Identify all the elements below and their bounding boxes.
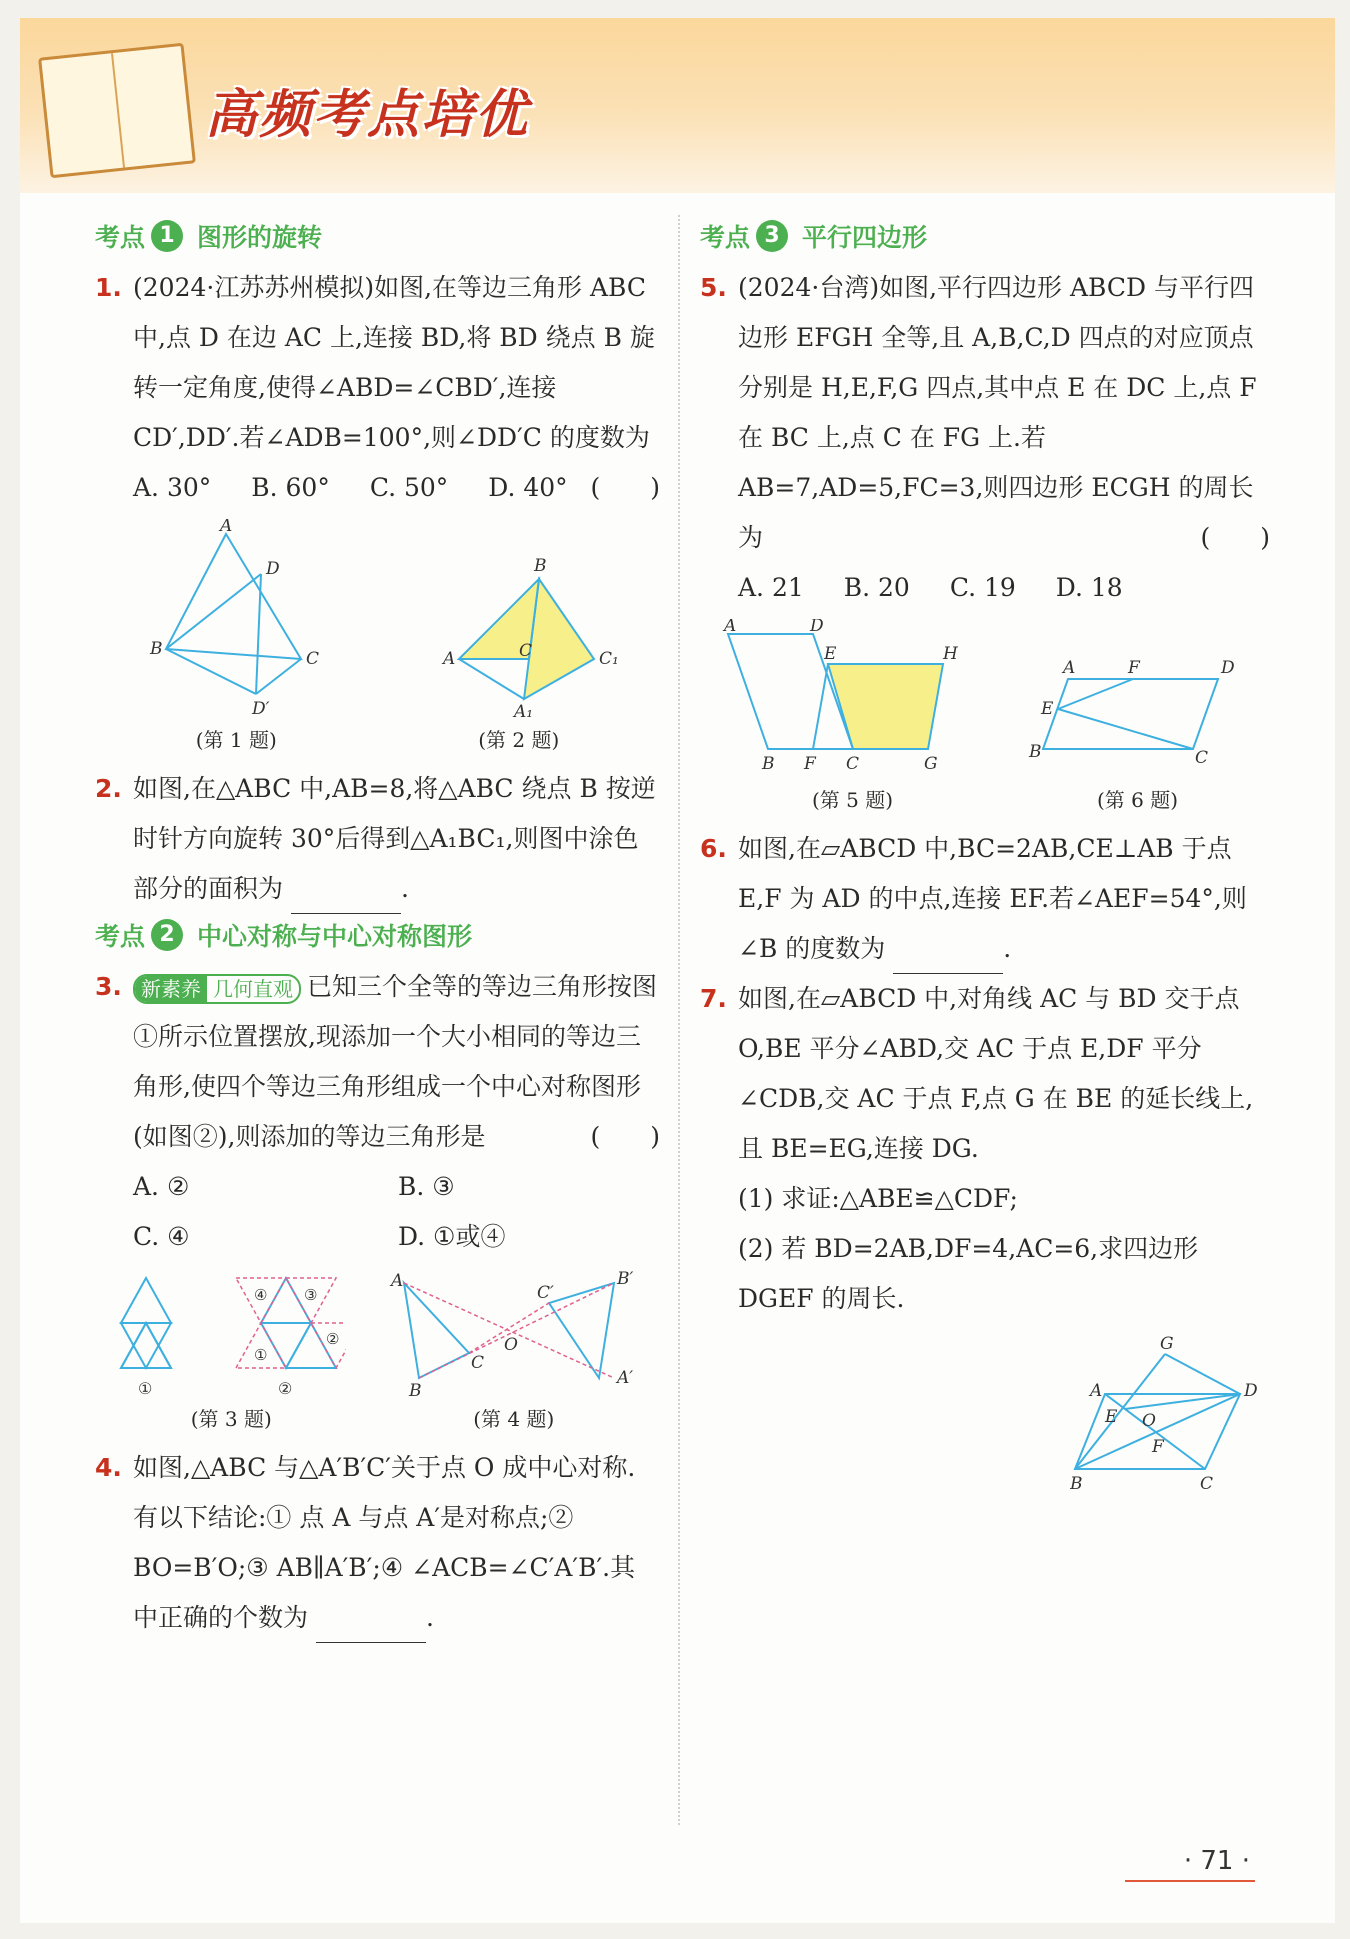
question-number: 4.	[95, 1453, 122, 1482]
page-number-underline	[1125, 1880, 1255, 1882]
question-text: 已知三个全等的等边三角形按图①所示位置摆放,现添加一个大小相同的等边三角形,使四个等边三角形组成一个中心对称图形(如图②),则添加的等边三角形是	[133, 972, 658, 1151]
figure-1	[136, 519, 336, 754]
figure-4-caption: (第 4 题)	[473, 1407, 555, 1431]
svg-text:D: D	[1220, 659, 1235, 678]
sub-question-2: (2) 若 BD=2AB,DF=4,AC=6,求四边形 DGEF 的周长.	[738, 1234, 1199, 1313]
svg-text:B: B	[150, 639, 163, 659]
svg-text:②: ②	[278, 1379, 293, 1398]
options-row	[133, 463, 590, 513]
option-b: B. ③	[398, 1172, 455, 1201]
question-text: (2024·江苏苏州模拟)如图,在等边三角形 ABC 中,点 D 在边 AC 上,连接 BD,将 BD 绕点 B 旋转一定角度,使得∠ABD=∠CBD′,连接 CD′,DD′.若∠ADB=100°,则∠DD′C 的度数为	[133, 273, 655, 452]
page-title: 高频考点培优	[205, 85, 530, 145]
column-divider	[678, 215, 680, 1825]
right-column	[700, 215, 1270, 1504]
question-1	[95, 263, 660, 513]
svg-text:C: C	[518, 641, 532, 661]
svg-text:D: D	[809, 619, 824, 636]
svg-text:C′: C′	[536, 1283, 554, 1303]
answer-blank[interactable]	[316, 1612, 426, 1643]
option-d: D. 40°	[488, 473, 568, 502]
question-5	[700, 263, 1270, 613]
svg-text:④: ④	[254, 1286, 268, 1304]
question-number: 5.	[700, 273, 727, 302]
answer-blank[interactable]	[893, 943, 1003, 974]
svg-text:D: D	[266, 559, 280, 579]
svg-text:A: A	[1090, 1381, 1103, 1401]
figure-1-caption: (第 1 题)	[195, 728, 277, 752]
svg-text:F: F	[1152, 1437, 1164, 1457]
options-row	[738, 563, 1270, 613]
figures-q1-q2	[95, 519, 660, 754]
question-text: 如图,在▱ABCD 中,BC=2AB,CE⊥AB 于点 E,F 为 AD 的中点,连接 EF.若∠AEF=54°,则∠B 的度数为	[738, 834, 1247, 963]
kaodian-number: 1	[151, 220, 183, 252]
option-c: C. ④	[133, 1222, 190, 1251]
svg-text:③: ③	[304, 1286, 318, 1304]
option-d: D. ①或④	[398, 1222, 506, 1251]
question-2: 2. 如图,在△ABC 中,AB=8,将△ABC 绕点 B 按逆时针方向旋转 30°后得到△A₁BC₁,则图中涂色部分的面积为 .	[95, 764, 660, 914]
option-c: C. 19	[949, 573, 1016, 602]
svg-text:E: E	[1040, 699, 1053, 719]
figure-3-diagram	[116, 1268, 346, 1398]
svg-text:A₁: A₁	[513, 702, 533, 719]
svg-text:H: H	[942, 644, 958, 664]
figure-1-diagram	[136, 519, 336, 719]
question-number: 7.	[700, 984, 727, 1013]
svg-text:E: E	[823, 644, 836, 664]
svg-text:C: C	[845, 754, 859, 774]
svg-text:E: E	[1105, 1407, 1118, 1427]
figure-5-caption: (第 5 题)	[811, 788, 894, 812]
page-number: · 71 ·	[1183, 1846, 1250, 1876]
option-c: C. 50°	[369, 473, 449, 502]
figures-q3-q4	[95, 1268, 660, 1433]
kaodian-label: 图形的旋转	[197, 223, 323, 252]
kaodian-number: 3	[756, 220, 788, 252]
figure-7-diagram	[1070, 1334, 1270, 1504]
figure-4-diagram	[389, 1268, 639, 1398]
question-number: 3.	[95, 972, 122, 1001]
kaodian-number: 2	[151, 919, 183, 951]
question-text: 如图,在△ABC 中,AB=8,将△ABC 绕点 B 按逆时针方向旋转 30°后得到△A₁BC₁,则图中涂色部分的面积为	[133, 774, 656, 903]
svg-text:D′: D′	[252, 699, 270, 719]
sub-question-1: (1) 求证:△ABE≌△CDF;	[738, 1184, 1018, 1213]
kaodian-label: 平行四边形	[802, 223, 928, 252]
question-text: (2024·台湾)如图,平行四边形 ABCD 与平行四边形 EFGH 全等,且 A,B,C,D 四点的对应顶点分别是 H,E,F,G 四点,其中点 E 在 DC 上,点 F 在 BC 上,点 C 在 FG 上.若 AB=7,AD=5,FC=3,则四边形 ECGH 的周长为	[738, 273, 1257, 552]
svg-text:G: G	[1160, 1334, 1174, 1354]
option-a: A. 21	[738, 573, 804, 602]
kaodian-2-heading: 考点 2 中心对称与中心对称图形	[95, 914, 660, 956]
svg-text:F: F	[1127, 659, 1140, 678]
kaodian-1-heading: 考点 1 图形的旋转	[95, 215, 660, 257]
svg-text:C: C	[470, 1353, 484, 1373]
option-a: A. ②	[133, 1172, 190, 1201]
svg-text:B′: B′	[616, 1269, 634, 1289]
svg-text:A: A	[723, 619, 736, 636]
figure-6-diagram	[1023, 659, 1253, 779]
notebook-decoration-icon	[38, 43, 196, 179]
kaodian-label: 中心对称与中心对称图形	[197, 922, 473, 951]
svg-text:A: A	[1062, 659, 1075, 678]
question-number: 6.	[700, 834, 727, 863]
figure-5	[718, 619, 988, 814]
svg-text:C₁: C₁	[598, 649, 619, 669]
svg-text:C: C	[306, 649, 320, 669]
question-6: 6. 如图,在▱ABCD 中,BC=2AB,CE⊥AB 于点 E,F 为 AD 的中点,连接 EF.若∠AEF=54°,则∠B 的度数为 .	[700, 824, 1270, 974]
svg-text:A: A	[390, 1271, 404, 1291]
svg-text:C: C	[1194, 748, 1208, 768]
figure-2	[419, 549, 619, 754]
svg-text:①: ①	[254, 1346, 268, 1364]
answer-parentheses: ( )	[590, 473, 660, 502]
svg-text:①: ①	[138, 1379, 153, 1398]
figure-2-diagram	[419, 549, 619, 719]
question-number: 1.	[95, 273, 122, 302]
options-grid	[133, 1162, 660, 1262]
svg-text:B: B	[1028, 742, 1041, 762]
question-4: 4. 如图,△ABC 与△A′B′C′关于点 O 成中心对称.有以下结论:① 点 A 与点 A′是对称点;② BO=B′O;③ AB∥A′B′;④ ∠ACB=∠C′A′B′.其中正确的个数为 .	[95, 1443, 660, 1643]
svg-text:②: ②	[326, 1330, 340, 1348]
svg-text:B: B	[408, 1381, 422, 1398]
question-7	[700, 974, 1270, 1324]
svg-text:G: G	[923, 754, 938, 774]
kaodian-3-heading: 考点 3 平行四边形	[700, 215, 1270, 257]
figure-2-caption: (第 2 题)	[478, 728, 560, 752]
svg-text:A: A	[442, 649, 456, 669]
question-text: 如图,△ABC 与△A′B′C′关于点 O 成中心对称.有以下结论:① 点 A 与点 A′是对称点;② BO=B′O;③ AB∥A′B′;④ ∠ACB=∠C′A′B′.其中正确的个数为	[133, 1453, 636, 1632]
svg-text:A: A	[220, 519, 233, 536]
svg-text:O: O	[1142, 1411, 1156, 1431]
svg-text:B: B	[533, 556, 547, 576]
option-d: D. 18	[1055, 573, 1123, 602]
figure-3	[116, 1268, 346, 1433]
answer-blank[interactable]	[291, 883, 401, 914]
figure-5-diagram	[718, 619, 988, 779]
question-text: 如图,在▱ABCD 中,对角线 AC 与 BD 交于点 O,BE 平分∠ABD,交 AC 于点 E,DF 平分∠CDB,交 AC 于点 F,点 G 在 BE 的延长线上,且 BE=EG,连接 DG.	[738, 984, 1254, 1163]
svg-text:C: C	[1200, 1474, 1214, 1494]
option-b: B. 20	[843, 573, 910, 602]
answer-parentheses: ( )	[1200, 523, 1270, 552]
figures-q5-q6	[700, 619, 1270, 814]
option-b: B. 60°	[251, 473, 330, 502]
svg-text:D: D	[1244, 1381, 1258, 1401]
question-number: 2.	[95, 774, 122, 803]
question-3	[95, 962, 660, 1262]
option-a: A. 30°	[133, 473, 212, 502]
figure-6-caption: (第 6 题)	[1096, 788, 1179, 812]
left-column	[95, 215, 660, 1643]
svg-text:O: O	[503, 1335, 518, 1355]
figure-7-wrap	[700, 1334, 1270, 1504]
svg-text:F: F	[803, 754, 816, 774]
figure-6	[1023, 659, 1253, 814]
answer-parentheses: ( )	[590, 1122, 660, 1151]
svg-text:A′: A′	[616, 1368, 633, 1388]
new-literacy-badge: 新素养 几何直观	[133, 974, 301, 1004]
svg-text:B: B	[1070, 1474, 1083, 1494]
figure-3-caption: (第 3 题)	[190, 1407, 272, 1431]
svg-text:B: B	[761, 754, 774, 774]
figure-4	[389, 1268, 639, 1433]
